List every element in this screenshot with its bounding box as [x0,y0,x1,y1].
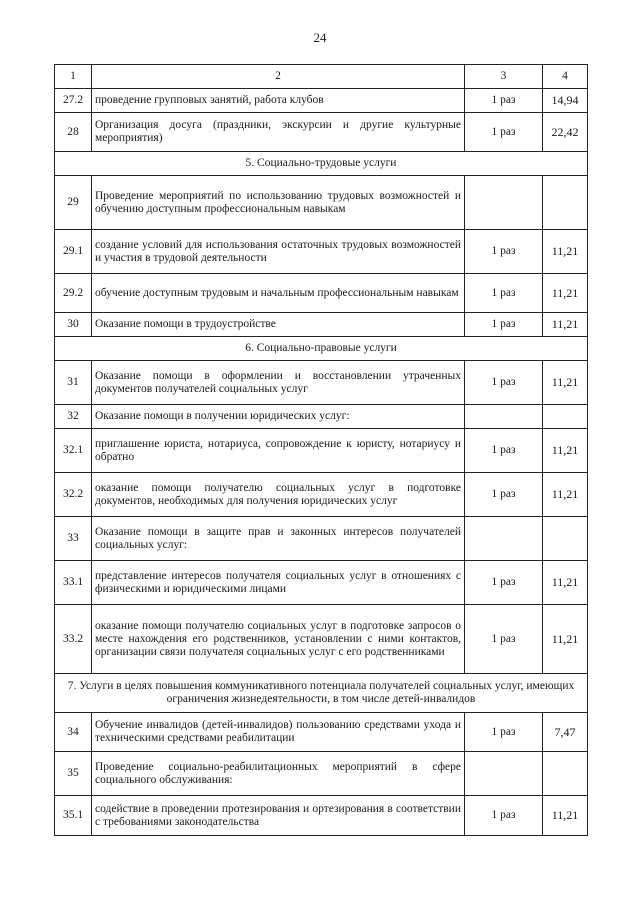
row-frequency [465,176,543,230]
section-row [55,674,588,713]
row-description: Проведение социально-реабилитационных мероприятий в сфере социального обслуживания: [92,752,465,796]
header-cell-num: 1 [55,65,92,89]
row-frequency: 1 раз [465,713,543,752]
row-number: 28 [55,113,92,152]
row-description: Оказание помощи в получении юридических услуг: [92,405,465,429]
row-price: 11,21 [543,605,588,674]
row-price: 11,21 [543,796,588,836]
row-frequency: 1 раз [465,113,543,152]
table-row [55,429,588,473]
row-number: 29.1 [55,230,92,274]
table-row [55,361,588,405]
row-price [543,176,588,230]
row-description: Оказание помощи в трудоустройстве [92,313,465,337]
row-frequency: 1 раз [465,473,543,517]
row-description: оказание помощи получателю социальных услуг в подготовке документов, необходимых для получения юридических услуг [92,473,465,517]
section-row [55,152,588,176]
row-number: 33.2 [55,605,92,674]
row-number: 35 [55,752,92,796]
table-row [55,113,588,152]
table-row [55,752,588,796]
row-number: 34 [55,713,92,752]
row-description: Оказание помощи в защите прав и законных интересов получателей социальных услуг: [92,517,465,561]
row-frequency: 1 раз [465,561,543,605]
table-row [55,89,588,113]
table-row [55,274,588,313]
row-frequency: 1 раз [465,274,543,313]
row-price: 11,21 [543,473,588,517]
row-number: 31 [55,361,92,405]
row-price: 11,21 [543,361,588,405]
row-frequency: 1 раз [465,230,543,274]
section-title: 6. Социально-правовые услуги [55,337,588,361]
row-number: 32 [55,405,92,429]
section-title: 5. Социально-трудовые услуги [55,152,588,176]
row-number: 32.1 [55,429,92,473]
row-number: 33.1 [55,561,92,605]
row-price [543,752,588,796]
row-description: содействие в проведении протезирования и ортезирования в соответствии с требованиями законодательства [92,796,465,836]
row-frequency: 1 раз [465,796,543,836]
row-price: 11,21 [543,313,588,337]
row-description: Организация досуга (праздники, экскурсии и другие культурные мероприятия) [92,113,465,152]
page-number: 24 [313,30,327,45]
table-row [55,713,588,752]
row-price: 7,47 [543,713,588,752]
row-price [543,517,588,561]
header-cell-freq: 3 [465,65,543,89]
row-number: 35.1 [55,796,92,836]
table-row [55,473,588,517]
table-row [55,405,588,429]
row-number: 30 [55,313,92,337]
header-cell-price: 4 [543,65,588,89]
row-number: 27.2 [55,89,92,113]
services-table [54,64,588,836]
row-price: 11,21 [543,274,588,313]
row-description: Оказание помощи в оформлении и восстановлении утраченных документов получателей социальных услуг [92,361,465,405]
table-row [55,796,588,836]
table-body [55,65,588,836]
row-frequency [465,517,543,561]
row-frequency: 1 раз [465,605,543,674]
row-frequency [465,752,543,796]
section-title: 7. Услуги в целях повышения коммуникативного потенциала получателей социальных услуг, имеющих ограничения жизнедеятельности, в том числе детей-инвалидов [55,674,588,713]
table-row [55,561,588,605]
row-price: 14,94 [543,89,588,113]
row-frequency: 1 раз [465,361,543,405]
row-price: 11,21 [543,429,588,473]
row-description: создание условий для использования остаточных трудовых возможностей и участия в трудовой деятельности [92,230,465,274]
row-number: 33 [55,517,92,561]
row-frequency [465,405,543,429]
row-price: 11,21 [543,561,588,605]
table-row [55,605,588,674]
row-description: приглашение юриста, нотариуса, сопровождение к юристу, нотариусу и обратно [92,429,465,473]
table-row [55,517,588,561]
table-row [55,176,588,230]
row-description: Обучение инвалидов (детей-инвалидов) пользованию средствами ухода и техническими средствами реабилитации [92,713,465,752]
row-frequency: 1 раз [465,313,543,337]
row-number: 29 [55,176,92,230]
table-row [55,313,588,337]
row-price [543,405,588,429]
table-header-row [55,65,588,89]
row-description: обучение доступным трудовым и начальным профессиональным навыкам [92,274,465,313]
row-frequency: 1 раз [465,429,543,473]
row-description: представление интересов получателя социальных услуг в отношениях с физическими и юридическими лицами [92,561,465,605]
section-row [55,337,588,361]
row-description: оказание помощи получателю социальных услуг в подготовке запросов о месте нахождения его родственников, установлении с ними контактов, организации связи получателя социальных услуг с его родственниками [92,605,465,674]
row-price: 22,42 [543,113,588,152]
row-frequency: 1 раз [465,89,543,113]
row-number: 32.2 [55,473,92,517]
row-number: 29.2 [55,274,92,313]
table-row [55,230,588,274]
row-price: 11,21 [543,230,588,274]
row-description: Проведение мероприятий по использованию трудовых возможностей и обучению доступным профессиональным навыкам [92,176,465,230]
row-description: проведение групповых занятий, работа клубов [92,89,465,113]
header-cell-desc: 2 [92,65,465,89]
